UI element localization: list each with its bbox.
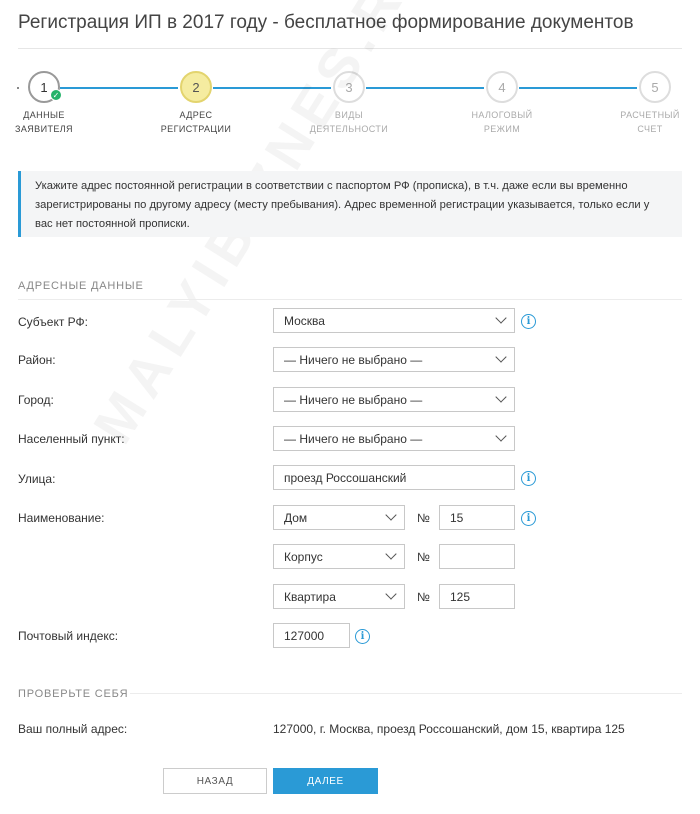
step-5-label-line2: СЧЕТ: [637, 124, 663, 134]
step-2-label-line1: АДРЕС: [179, 110, 213, 120]
apartment-type-value: Квартира: [284, 589, 336, 604]
street-input-value: проезд Россошанский: [284, 470, 407, 485]
locality-label: Населенный пункт:: [18, 432, 125, 446]
locality-select-value: — Ничего не выбрано —: [284, 431, 423, 446]
address-section-title: АДРЕСНЫЕ ДАННЫЕ: [18, 280, 144, 292]
step-3-circle: 3: [333, 71, 365, 103]
postcode-input[interactable]: [273, 623, 350, 648]
locality-select[interactable]: [273, 426, 515, 451]
district-label: Район:: [18, 353, 56, 367]
chevron-down-icon: [495, 430, 506, 441]
step-1-label[interactable]: [0, 108, 94, 136]
info-icon[interactable]: i: [521, 471, 536, 486]
name-label: Наименование:: [18, 511, 105, 525]
step-4-label-line2: РЕЖИМ: [483, 124, 521, 134]
step-2-label-line2: РЕГИСТРАЦИИ: [160, 124, 232, 134]
apartment-type-select[interactable]: [273, 584, 405, 609]
title-divider: [18, 48, 682, 49]
stepper-start-dot: [17, 87, 19, 89]
check-section-divider: [130, 693, 682, 694]
number-sign: №: [417, 590, 430, 604]
street-label: Улица:: [18, 472, 56, 486]
chevron-down-icon: [385, 588, 396, 599]
chevron-down-icon: [495, 351, 506, 362]
subject-select-value: Москва: [284, 313, 325, 328]
next-button[interactable]: ДАЛЕЕ: [273, 768, 378, 794]
subject-select[interactable]: [273, 308, 515, 333]
step-4-label: [452, 108, 552, 136]
chevron-down-icon: [495, 391, 506, 402]
step-3-label-line2: ДЕЯТЕЛЬНОСТИ: [309, 124, 389, 134]
info-icon[interactable]: i: [521, 314, 536, 329]
city-label: Город:: [18, 393, 54, 407]
house-number-value: 15: [450, 510, 464, 525]
step-4-circle: 4: [486, 71, 518, 103]
chevron-down-icon: [495, 312, 506, 323]
full-address-value: 127000, г. Москва, проезд Россошанский, дом 15, квартира 125: [273, 722, 625, 736]
number-sign: №: [417, 511, 430, 525]
stepper-line-2: [213, 87, 331, 89]
stepper-line-1: [60, 87, 178, 89]
address-section-divider: [18, 299, 682, 300]
postcode-value: 127000: [284, 628, 325, 643]
stepper-line-4: [519, 87, 637, 89]
step-5-label-line1: РАСЧЕТНЫЙ: [620, 110, 680, 120]
chevron-down-icon: [385, 548, 396, 559]
stepper-line-3: [366, 87, 484, 89]
apartment-number-value: 125: [450, 589, 471, 604]
step-1-label-line2: ЗАЯВИТЕЛЯ: [15, 124, 73, 134]
district-select-value: — Ничего не выбрано —: [284, 352, 423, 367]
district-select[interactable]: [273, 347, 515, 372]
full-address-label: Ваш полный адрес:: [18, 722, 128, 736]
chevron-down-icon: [385, 509, 396, 520]
back-button[interactable]: НАЗАД: [163, 768, 267, 794]
step-2-label[interactable]: [146, 108, 246, 136]
building-type-value: Корпус: [284, 549, 323, 564]
step-1-circle[interactable]: 1: [28, 71, 60, 103]
building-number-input[interactable]: [439, 544, 515, 569]
city-select-value: — Ничего не выбрано —: [284, 392, 423, 407]
page-title: Регистрация ИП в 2017 году - бесплатное формирование документов: [18, 12, 634, 33]
apartment-number-input[interactable]: [439, 584, 515, 609]
city-select[interactable]: [273, 387, 515, 412]
notice-box: Укажите адрес постоянной регистрации в соответствии с паспортом РФ (прописка), в т.ч. даже если вы временно зарегистрированы по другому адресу (месту пребывания). Адрес временной регистрации указывается, только если у вас нет постоянной прописки.: [18, 171, 682, 237]
step-4-label-line1: НАЛОГОВЫЙ: [471, 110, 533, 120]
street-input[interactable]: [273, 465, 515, 490]
house-type-select[interactable]: [273, 505, 405, 530]
postcode-label: Почтовый индекс:: [18, 629, 119, 643]
check-icon: ✓: [50, 89, 62, 101]
step-3-label-line1: ВИДЫ: [334, 110, 364, 120]
info-icon[interactable]: i: [355, 629, 370, 644]
step-5-label: [600, 108, 700, 136]
step-2-circle[interactable]: 2: [180, 71, 212, 103]
step-1-label-line1: ДАННЫЕ: [23, 110, 65, 120]
info-icon[interactable]: i: [521, 511, 536, 526]
subject-label: Субъект РФ:: [18, 315, 88, 329]
house-type-value: Дом: [284, 510, 308, 525]
check-section-title: ПРОВЕРЬТЕ СЕБЯ: [18, 688, 129, 700]
step-3-label: [299, 108, 399, 136]
number-sign: №: [417, 550, 430, 564]
step-5-circle: 5: [639, 71, 671, 103]
house-number-input[interactable]: [439, 505, 515, 530]
building-type-select[interactable]: [273, 544, 405, 569]
